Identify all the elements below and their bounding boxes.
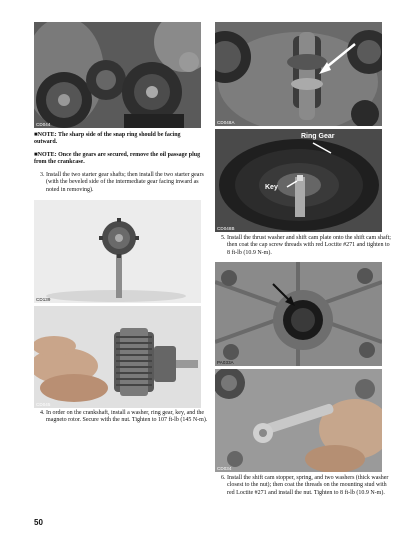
figure-code: CD044 — [36, 122, 51, 127]
photo-cd048b — [215, 129, 382, 232]
photo-cd044-image — [34, 22, 201, 128]
photo-pa033a — [215, 262, 382, 366]
figure-code: CD139 — [36, 297, 51, 302]
photo-cd048a-image — [215, 22, 382, 126]
step-5: 5. Install the thrust washer and shift cam plate onto the shift cam shaft; then coat the cap screw threads with red Loctite #271 and tighten to 8 ft-lb (10.9 N-m). — [221, 235, 391, 256]
photo-cd045 — [34, 306, 201, 408]
photo-cd048a — [215, 22, 382, 126]
photo-cd044 — [34, 22, 201, 128]
step-3: 3. Install the two starter gear shafts; then install the two starter gears (with the beveled side of the intermediate gear facing inward as noted in removing). — [40, 172, 204, 193]
page-number: 50 — [34, 518, 43, 527]
photo-cd034-image — [215, 369, 382, 472]
note-snap-ring: ■NOTE: The sharp side of the snap ring should be facing outward. — [34, 132, 181, 146]
step-4: 4. In order on the crankshaft, install a washer, ring gear, key, and the magneto rotor. Secure with the nut. Tighten to 107 ft-lb (145 N-m). — [40, 410, 208, 424]
note-oil-plug: ■NOTE: Once the gears are secured, remove the oil passage plug from the crankcase. — [34, 152, 201, 166]
photo-cd139 — [34, 200, 201, 303]
photo-cd045-image — [34, 306, 201, 408]
step-6: 6. Install the shift cam stopper, spring, and two washers (thick washer closest to the nut); then coat the threads on the mounting stud with red Loctite #271 and install the nut. Tighten to 8 ft-lb (10.9 N-m). — [221, 475, 389, 496]
figure-code: CD034 — [217, 466, 232, 471]
ring-gear-label: Ring Gear — [301, 133, 335, 140]
figure-code: CD045 — [36, 402, 51, 407]
key-label: Key — [265, 184, 278, 191]
photo-pa033a-image — [215, 262, 382, 366]
photo-cd139-image — [34, 200, 201, 303]
figure-code: CD048B — [217, 226, 235, 231]
figure-code: PA033A — [217, 360, 234, 365]
photo-cd048b-image — [215, 129, 382, 232]
photo-cd034 — [215, 369, 382, 472]
figure-code: CD048A — [217, 120, 235, 125]
